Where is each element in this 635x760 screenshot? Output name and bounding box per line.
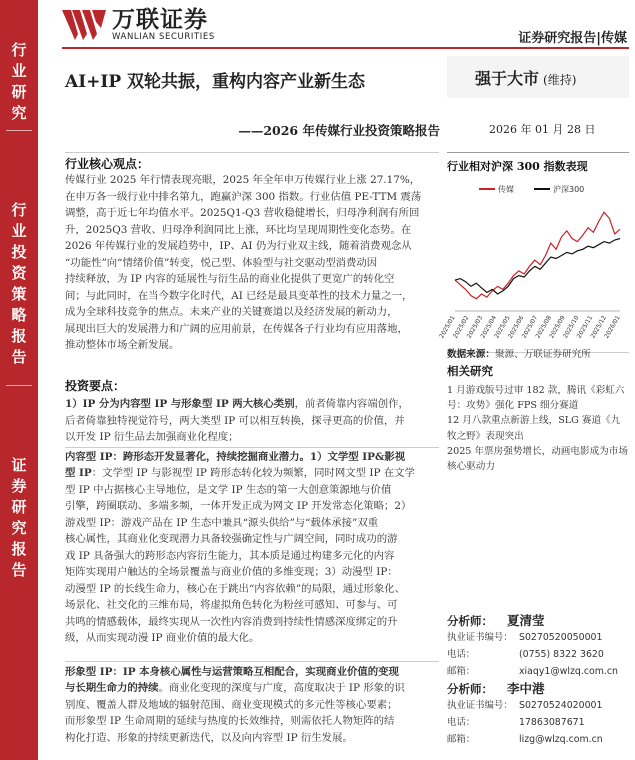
- sidebar-char: 告: [11, 561, 27, 579]
- core-line: 在申万各一级行业中排名第九，跑赢沪深 300 指数。行业估值 PE-TTM 震荡: [65, 190, 422, 203]
- core-line: 持续释放，为 IP 内容的延展性与衍生品的商业化提供了更宽广的转化空: [65, 273, 395, 285]
- x-tick-label: 2025/12: [589, 314, 608, 340]
- core-line: 传媒行业 2025 年行情表现亮眼，2025 年全年申万传媒行业上涨 27.17%，: [65, 174, 421, 186]
- sidebar-char: 报: [11, 327, 27, 345]
- legend-label: 沪深300: [553, 185, 585, 194]
- point-2-line: 核心属性，其商业化变现潜力具备较强确定性与广阔空间，同时成功的游: [65, 533, 398, 545]
- sidebar: [0, 0, 38, 760]
- sidebar-char: 略: [11, 306, 27, 324]
- related-research-item[interactable]: 1 月游戏版号过审 182 款，腾讯《彩虹六号：攻势》强化 FPS 细分赛道: [447, 385, 625, 412]
- report-type: 证券研究报告|传媒: [518, 31, 627, 46]
- point-2-line: 共鸣的情感载体，最终实现从一次性内容消费到持续性情感深度绑定的升: [65, 615, 398, 628]
- x-tick-label: 2025/02: [451, 314, 471, 340]
- analyst-cert: S0270520050001: [519, 632, 603, 643]
- core-line: 成为全球科技竞争的焦点。未来产业的关键赛道以及经济发展的新动力，: [65, 306, 398, 318]
- analyst-card: 分析师： 李中港 执业证书编号： S0270524020001 电话： 17863087671 邮箱： lizg@wlzq.com.cn: [447, 678, 629, 748]
- data-source: [447, 346, 629, 360]
- analyst-email[interactable]: xiaqy1@wlzq.com.cn: [519, 666, 618, 677]
- point-2-line: 矩阵实现用户触达的全场景覆盖与商业价值的多维变现；3）动漫型 IP：: [65, 566, 398, 578]
- x-tick-label: 2025/11: [575, 314, 595, 340]
- point-2-line: ：文学型 IP 与影视型 IP 跨形态转化较为频繁，同时网文型 IP 在文学: [91, 467, 415, 479]
- section-divider: [65, 152, 439, 153]
- sidebar-char: 究: [11, 519, 27, 537]
- x-tick-label: 2025/09: [548, 314, 567, 340]
- x-tick-label: 2025/07: [520, 314, 540, 340]
- company-logo: [62, 6, 215, 44]
- x-tick-label: 2025/03: [465, 314, 485, 340]
- point-divider: [65, 447, 439, 448]
- point-3-line: 而形象型 IP 生命周期的延续与热度的长效维持，则需依托人物矩阵的结: [65, 715, 395, 727]
- sidebar-char: 究: [11, 104, 27, 122]
- sidebar-char: 业: [11, 62, 27, 80]
- analyst-name: 夏清莹: [507, 613, 545, 628]
- core-line: 展现出巨大的发展潜力和广阔的应用前景，在传媒各子行业均有应用落地，: [65, 322, 408, 335]
- chart-legend: [479, 184, 584, 194]
- x-tick-label: 2025/10: [561, 314, 581, 340]
- rating: [475, 66, 576, 89]
- logo-english-name: WANLIAN SECURITIES: [112, 32, 215, 42]
- logo-chinese-name: 万联证券: [112, 7, 208, 33]
- point-3: 形象型 IP：IP 本身核心属性与运营策略互相配合，实现商业价值的变现 与长期生命力的持续。商业化变现的深度与广度，高度取决于 IP 形象的识 别度、覆盖人群及地域的辐射范围、商业变现模式的多元性等核心要素； 而形象型 IP 生命周期的延续与热度的长效维持，则需依托人物矩阵的结 构化打造、形象的持续更新迭代，以及向内容型 IP 衍生发展。: [65, 665, 405, 744]
- sidebar-char: 行: [11, 201, 27, 219]
- analyst-name: 李中港: [507, 681, 545, 696]
- core-line: “功能性”向“情绪价值”转变，悦己型、体验型与社交驱动型消费动因: [65, 256, 378, 269]
- core-views-heading: 行业核心观点：: [65, 157, 150, 171]
- point-2-line: 引擎，跨圈联动、多端多频，一体开发正成为网文 IP 开发常态化策略；2）: [65, 500, 412, 512]
- point-2-line: 游戏型 IP：游戏产品在 IP 生态中兼具“源头供给”与“载体承接”双重: [65, 516, 379, 529]
- sidebar-char: 告: [11, 348, 27, 366]
- analyst-phone: (0755) 8322 3620: [519, 649, 604, 660]
- analyst-cert: S0270524020001: [519, 700, 603, 711]
- sidebar-char: 券: [11, 477, 27, 495]
- point-3-line: 别度、覆盖人群及地域的辐射范围、商业变现模式的多元性等核心要素；: [65, 698, 398, 711]
- point-2-line: 型 IP 中占据核心主导地位，是文学 IP 生态的第一大创意策源地与价值: [65, 483, 392, 496]
- core-line: 升，2025Q3 营收、归母净利润同比上涨，环比均呈现周期性变化态势。在: [65, 223, 412, 236]
- analyst-role: 分析师：: [447, 682, 493, 696]
- x-tick-label: 2025/08: [534, 314, 553, 340]
- core-line: 间；与此同时，在当今数字化时代，AI 已经是最具变革性的技术力量之一，: [65, 289, 413, 302]
- rating-sub: (维持): [543, 73, 577, 87]
- sidebar-divider: [6, 385, 32, 386]
- sidebar-char: 业: [11, 222, 27, 240]
- core-line: 推动整体市场全新发展。: [65, 339, 180, 351]
- point-2-line: 动漫型 IP 的长线生命力，核心在于跳出“内容依赖”的局限，通过形象化、: [65, 582, 406, 595]
- sidebar-char: 研: [11, 498, 27, 516]
- page-title: AI+IP 双轮共振，重构内容产业新生态: [65, 72, 366, 92]
- sidebar-char: 行: [11, 41, 27, 59]
- sidebar-label-industry-research: [0, 40, 38, 124]
- wanlian-logo-icon: [62, 8, 106, 42]
- sidebar-char: 报: [11, 540, 27, 558]
- core-views-section: [65, 155, 439, 354]
- point-2-line: 场景化、社交化的三维布局，将虚拟角色转化为粉丝可感知、可参与、可: [65, 599, 398, 611]
- point-1-bold: 1）IP 分为内容型 IP 与形象型 IP 两大核心类别: [65, 398, 295, 410]
- investment-points-section: [65, 377, 439, 746]
- analyst-role: 分析师：: [447, 614, 493, 628]
- sidebar-divider: [6, 130, 32, 131]
- core-line: 2026 年传媒行业的发展趋势中，IP、AI 仍为行业双主线，随着消费观念从: [65, 240, 412, 252]
- related-research-item[interactable]: 12 月八款重点新游上线，SLG 赛道《九牧之野》表现突出: [447, 415, 621, 442]
- data-source-value: 聚源、万联证券研究所: [494, 349, 591, 360]
- sidebar-label-strategy-report: [0, 200, 38, 368]
- chart-plot: [438, 212, 622, 339]
- investment-points-heading: 投资要点：: [65, 379, 126, 393]
- point-2-line: 戏 IP 具备强大的跨形态内容衍生能力，其本质是通过构建多元化的内容: [65, 549, 395, 562]
- page-subtitle: ——2026 年传媒行业投资策略报告: [238, 123, 440, 138]
- legend-label: 传媒: [498, 185, 514, 194]
- x-tick-label: 2025/06: [506, 314, 526, 340]
- sidebar-char: 资: [11, 264, 27, 282]
- chart-svg: [438, 151, 629, 346]
- related-research-list: [447, 383, 629, 474]
- core-line: 调整，高于近七年均值水平。2025Q1-Q3 营收稳健增长，归母净利润有所回: [65, 207, 420, 219]
- point-3-line: 。商业化变现的深度与广度，高度取决于 IP 形象的识: [158, 682, 405, 694]
- core-views-body: [65, 172, 439, 354]
- x-tick-label: 2025/04: [479, 314, 498, 340]
- related-research-heading: 相关研究: [447, 364, 493, 378]
- related-research: [447, 363, 629, 474]
- relative-performance-chart: [438, 151, 629, 346]
- point-2-line: 级，从而实现动漫 IP 商业价值的最大化。: [65, 632, 260, 644]
- report-date: 2026 年 01 月 28 日: [489, 123, 596, 136]
- sidebar-char: 证: [11, 456, 27, 474]
- x-tick-label: 2025/05: [493, 314, 512, 340]
- analyst-email[interactable]: lizg@wlzq.com.cn: [519, 734, 603, 745]
- x-tick-label: 2026/01: [603, 314, 622, 340]
- sidebar-char: 研: [11, 83, 27, 101]
- sidebar-char: 投: [11, 243, 27, 261]
- analyst-phone: 17863087671: [519, 717, 585, 728]
- header-divider: [62, 47, 629, 49]
- rating-label: 强于大市: [475, 69, 540, 88]
- sidebar-char: 策: [11, 285, 27, 303]
- chart-title: 行业相对沪深 300 指数表现: [447, 160, 588, 173]
- data-source-label: 数据来源：: [447, 349, 495, 360]
- series-line-沪深300: [455, 239, 620, 295]
- x-tick-label: 2025/01: [438, 314, 457, 340]
- point-2: 内容型 IP：跨形态开发显著化，持续挖掘商业潜力。1）文学型 IP&影视 型 IP：文学型 IP 与影视型 IP 跨形态转化较为频繁，同时网文型 IP 在文学 型 IP 中占据核心主导地位，是文学 IP 生态的第一大创意策源地与价值 引擎，跨圈联动、多端多频，一体开发正成为网文 IP 开发常态化策略；2） 游戏型 IP：游戏产品在 IP 生态中兼具“源头供给”与“载体承接”双重 核心属性，其商业化变现潜力具备较强确定性与广阔空间，同时成功的游 戏 IP 具备强大的跨形态内容衍生能力，其本质是通过构建多元化的内容 矩阵实现用户触达的全场景覆盖与商业价值的多维变现；3）动漫型 IP： 动漫型 IP 的长线生命力，核心在于跳出“内容依赖”的局限，通过形象化、 场景化、社交化的三维布局，将虚拟角色转化为粉丝可感知、可参与、可 共鸣的情感载体，最终实现从一次性内容消费到持续性情感深度绑定的升 级，从而实现动漫 IP 商业价值的最大化。: [65, 450, 415, 644]
- related-research-item[interactable]: 2025 年票房强势增长，动画电影成为市场核心驱动力: [447, 445, 628, 473]
- point-divider: [65, 661, 439, 662]
- analyst-card: 分析师： 夏清莹 执业证书编号： S0270520050001 电话： (0755) 8322 3620 邮箱： xiaqy1@wlzq.com.cn: [447, 610, 629, 680]
- sidebar-label-securities-report: [0, 455, 38, 581]
- point-1: 1）IP 分为内容型 IP 与形象型 IP 两大核心类别，前者倚靠内容端创作， 后者倚靠独特视觉符号，两大类型 IP 可以相互转换，探寻更高的价值，并 以开发 IP 衍生品去加强商业化程度；: [65, 398, 409, 443]
- point-3-line: 构化打造、形象的持续更新迭代，以及向内容型 IP 衍生发展。: [65, 731, 353, 744]
